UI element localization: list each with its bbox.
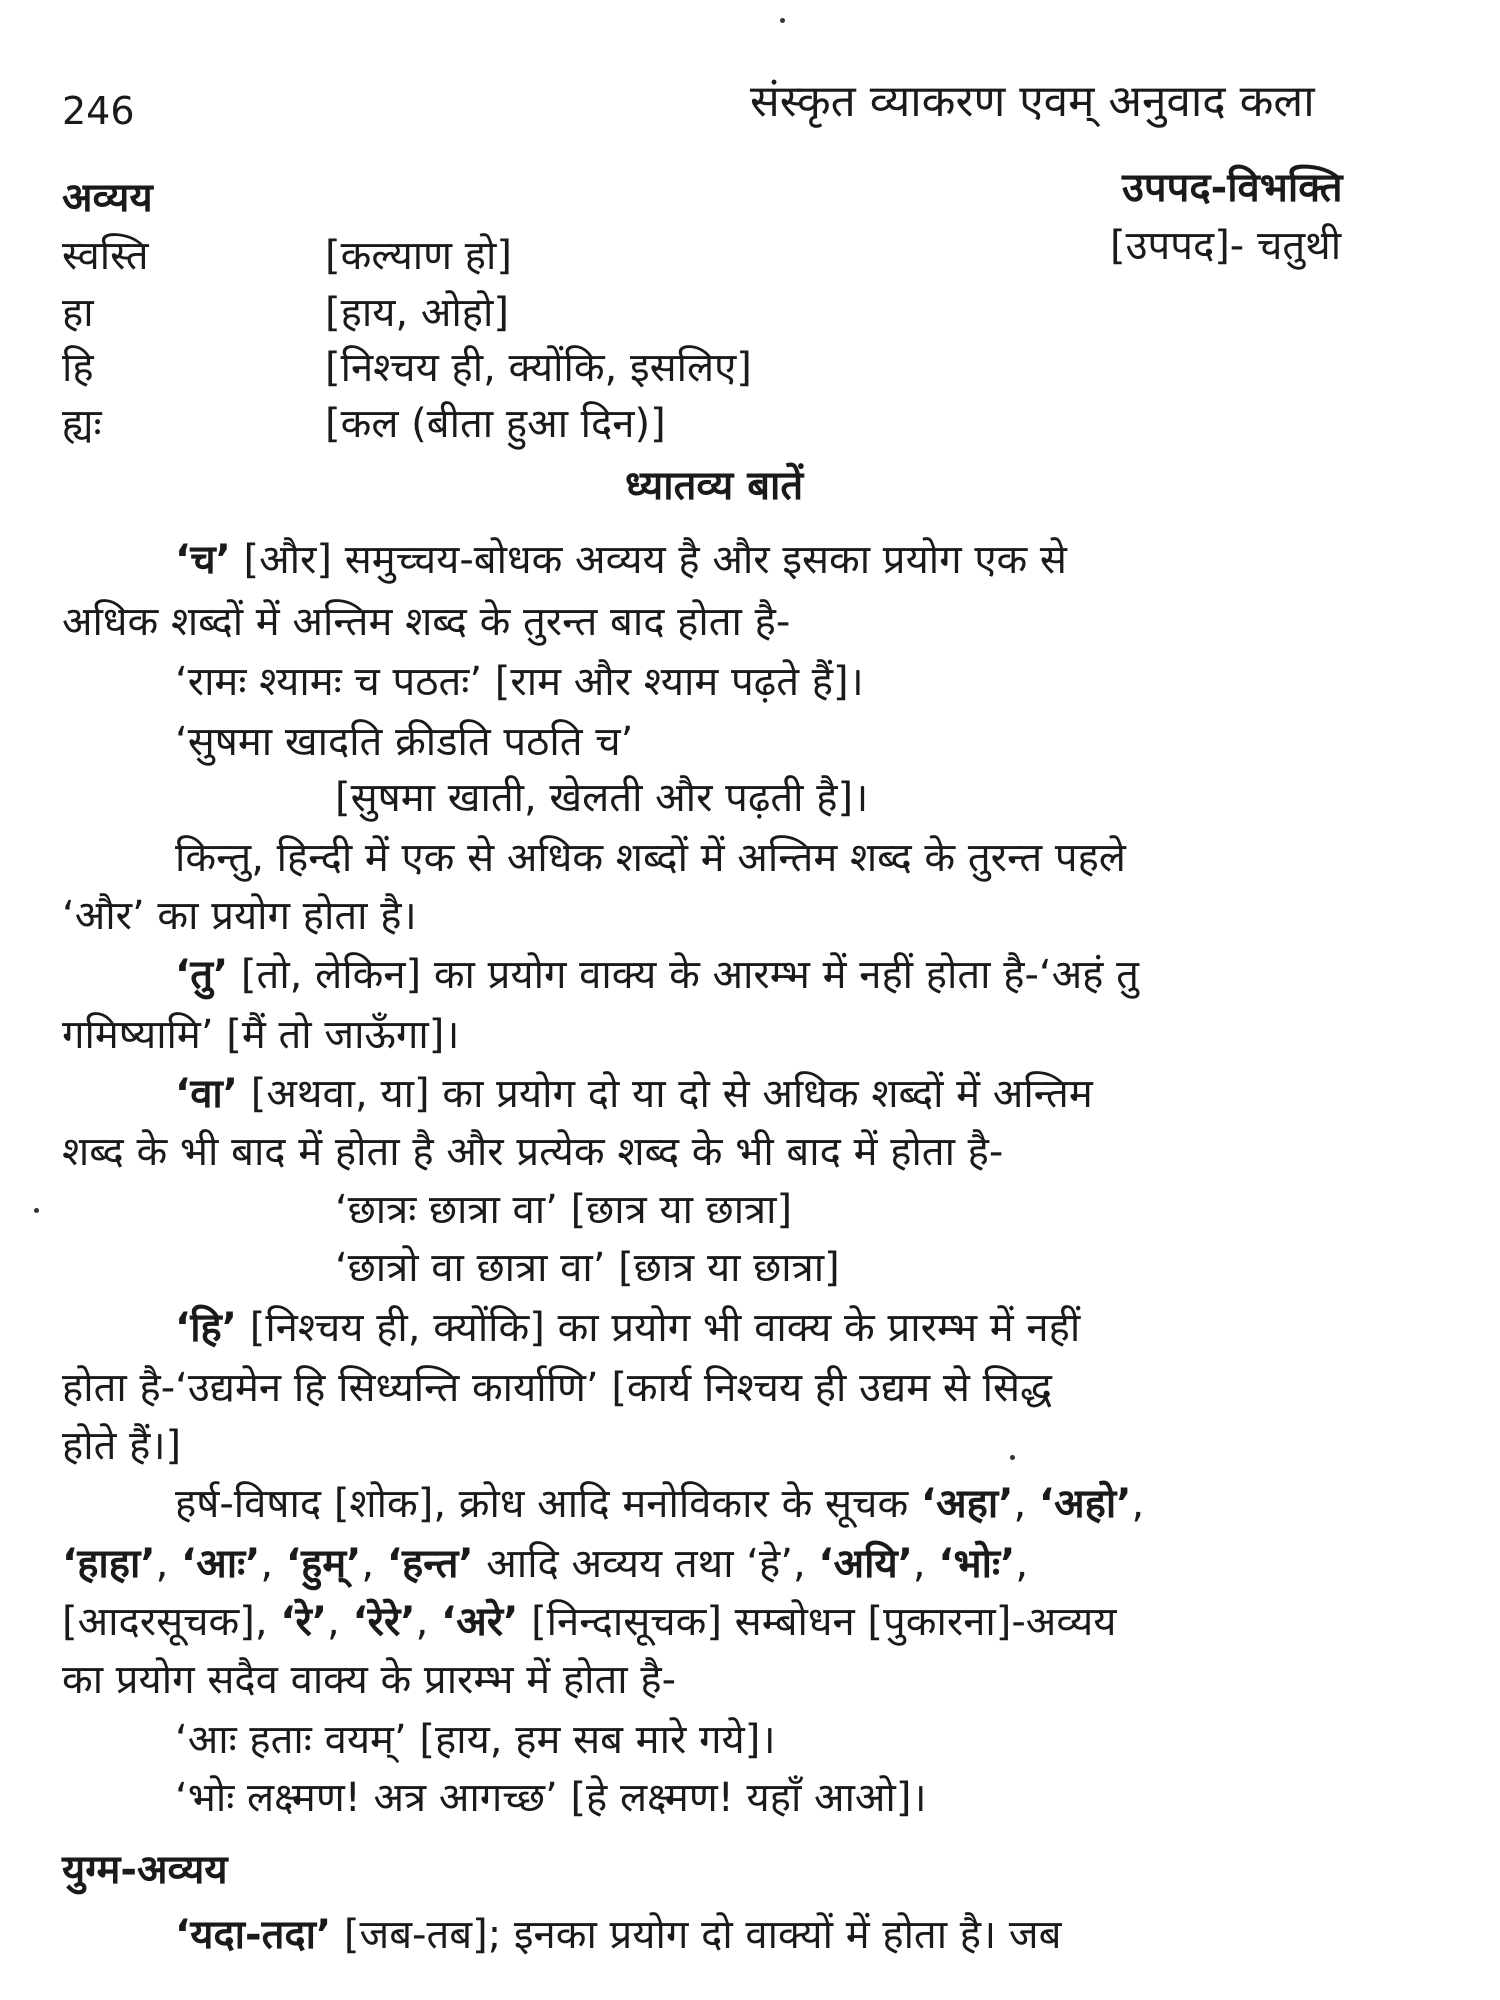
separator: , [327, 1599, 353, 1645]
term-haha: ‘हाहा’ [62, 1541, 156, 1587]
paragraph-line [175, 1481, 1145, 1527]
text: [तो, लेकिन] का प्रयोग वाक्य के आरम्भ में नहीं होता है-‘अहं तु [228, 952, 1139, 998]
paragraph-line: ‘और’ का प्रयोग होता है। [62, 893, 417, 939]
term-hanta: ‘हन्त’ [386, 1541, 474, 1587]
section-title-yugma: युग्म-अव्यय [62, 1847, 228, 1893]
text: [अथवा, या] का प्रयोग दो या दो से अधिक शब्दों में अन्तिम [238, 1071, 1093, 1117]
paragraph-line [175, 1071, 1093, 1117]
scan-speck [1010, 1455, 1015, 1460]
notes-heading: ध्यातव्य बातें [625, 463, 804, 509]
term-bhoh: ‘भोः’ [938, 1541, 1016, 1587]
separator: , [155, 1541, 182, 1587]
paragraph-line: गमिष्यामि’ [मैं तो जाऊँगा]। [62, 1012, 460, 1058]
vocab-word: हि [62, 345, 94, 391]
example-line: ‘आः हताः वयम्’ [हाय, हम सब मारे गये]। [175, 1717, 776, 1763]
paragraph-line [62, 1599, 1117, 1645]
term-tu: ‘तु’ [175, 952, 229, 998]
vocab-meaning: [निश्चय ही, क्योंकि, इसलिए] [325, 345, 752, 391]
book-title: संस्कृत व्याकरण एवम् अनुवाद कला [750, 76, 1315, 127]
term-aho: ‘अहो’ [1038, 1481, 1132, 1527]
separator: , [912, 1541, 939, 1587]
paragraph-line: अधिक शब्दों में अन्तिम शब्द के तुरन्त बाद होता है- [62, 599, 791, 645]
scan-speck [34, 1208, 39, 1213]
paragraph-line: शब्द के भी बाद में होता है और प्रत्येक शब्द के भी बाद में होता है- [62, 1129, 1004, 1175]
text: आदि अव्यय तथा ‘हे’, [473, 1541, 819, 1587]
vocab-word: स्वस्ति [62, 233, 149, 279]
scan-speck [780, 18, 785, 23]
section-title-avyaya: अव्यय [62, 175, 153, 221]
text: हर्ष-विषाद [शोक], क्रोध आदि मनोविकार के सूचक [175, 1481, 921, 1527]
term-rere: ‘रेरे’ [352, 1599, 416, 1645]
term-ayi: ‘अयि’ [818, 1541, 913, 1587]
text: [जब-तब]; इनका प्रयोग दो वाक्यों में होता है। जब [331, 1912, 1062, 1958]
separator: , [415, 1599, 442, 1645]
vocab-meaning: [कल्याण हो] [325, 233, 513, 279]
vocab-word: हा [62, 290, 94, 336]
paragraph-line: का प्रयोग सदैव वाक्य के प्रारम्भ में होता है- [62, 1657, 677, 1703]
separator: , [1015, 1541, 1029, 1587]
text: [निश्चय ही, क्योंकि] का प्रयोग भी वाक्य के प्रारम्भ में नहीं [237, 1305, 1081, 1351]
term-va: ‘वा’ [175, 1071, 238, 1117]
example-meaning: [सुषमा खाती, खेलती और पढ़ती है]। [335, 775, 869, 821]
paragraph-line [175, 537, 1067, 583]
separator: , [1013, 1481, 1039, 1527]
paragraph-line [175, 1305, 1081, 1351]
term-are: ‘अरे’ [441, 1599, 519, 1645]
example-line: ‘सुषमा खादति क्रीडति पठति च’ [175, 719, 634, 765]
term-ca: ‘च’ [175, 537, 231, 583]
paragraph-line: होता है-‘उद्यमेन हि सिध्यन्ति कार्याणि’ [कार्य निश्चय ही उद्यम से सिद्ध [62, 1365, 1052, 1411]
term-hum: ‘हुम्’ [285, 1541, 362, 1587]
vocab-meaning: [कल (बीता हुआ दिन)] [325, 401, 666, 447]
paragraph-line [175, 1912, 1062, 1958]
paragraph-line [175, 952, 1139, 998]
text: [और] समुच्चय-बोधक अव्यय है और इसका प्रयोग एक से [230, 537, 1067, 583]
paragraph-line: किन्तु, हिन्दी में एक से अधिक शब्दों में अन्तिम शब्द के तुरन्त पहले [175, 835, 1126, 881]
vocab-meaning: [हाय, ओहो] [325, 290, 509, 336]
vocab-word: ह्यः [62, 401, 102, 447]
term-yada-tada: ‘यदा-तदा’ [175, 1912, 332, 1958]
text: [आदरसूचक], [62, 1599, 281, 1645]
paragraph-line [62, 1541, 1029, 1587]
paragraph-line: होते हैं।] [62, 1423, 182, 1469]
example-line: ‘छात्रः छात्रा वा’ [छात्र या छात्रा] [335, 1187, 793, 1233]
separator: , [1131, 1481, 1145, 1527]
vocab-case: [उपपद]- चतुथी [1110, 223, 1342, 269]
page-number: 246 [62, 89, 135, 133]
section-title-upapada: उपपद-विभक्ति [1122, 165, 1343, 211]
example-line: ‘छात्रो वा छात्रा वा’ [छात्र या छात्रा] [335, 1245, 840, 1291]
term-aah: ‘आः’ [181, 1541, 261, 1587]
example-line: ‘भोः लक्ष्मण! अत्र आगच्छ’ [हे लक्ष्मण! यहाँ आओ]। [175, 1775, 927, 1821]
term-aha: ‘अहा’ [920, 1481, 1014, 1527]
term-re: ‘रे’ [280, 1599, 328, 1645]
separator: , [260, 1541, 286, 1587]
example-line: ‘रामः श्यामः च पठतः’ [राम और श्याम पढ़ते हैं]। [175, 659, 864, 705]
separator: , [361, 1541, 387, 1587]
term-hi: ‘हि’ [175, 1305, 237, 1351]
text: [निन्दासूचक] सम्बोधन [पुकारना]-अव्यय [518, 1599, 1117, 1645]
